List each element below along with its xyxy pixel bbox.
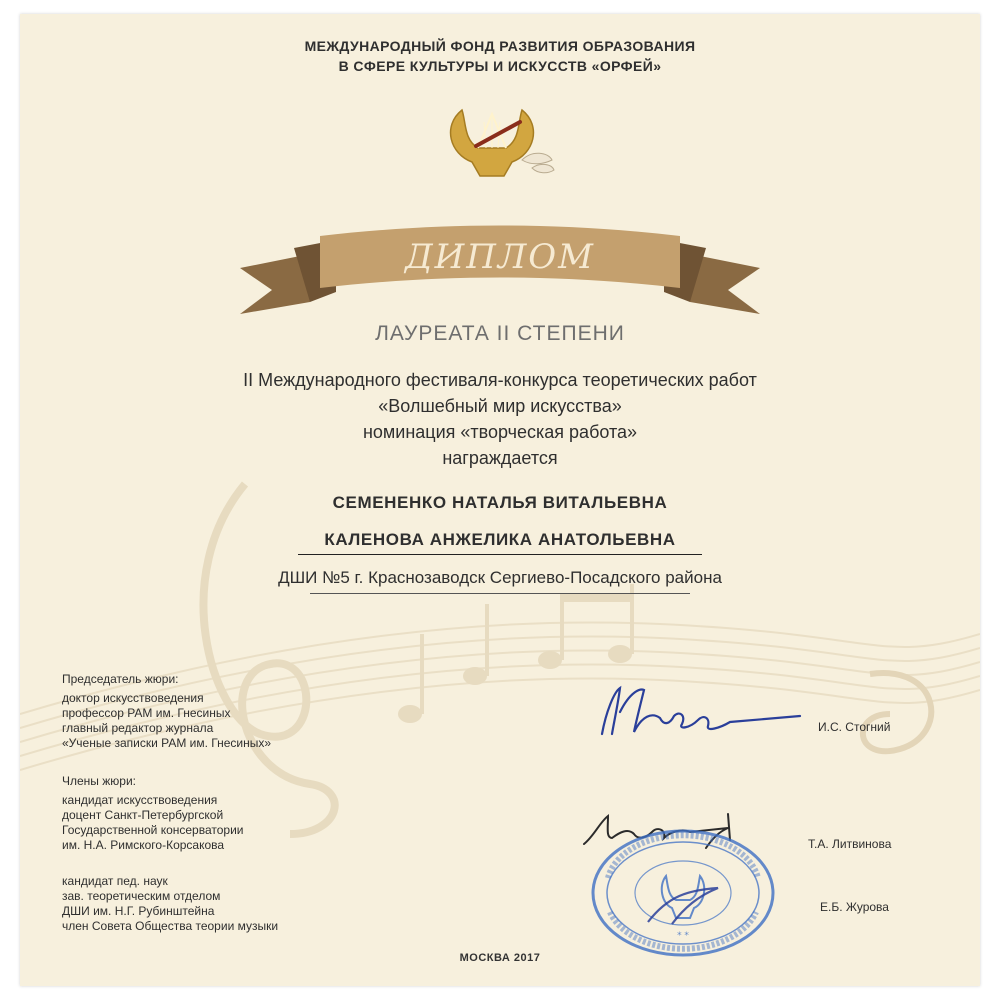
jury-member2-block [62, 874, 278, 934]
jury-chair-block [62, 672, 271, 751]
awardee-names [20, 484, 980, 558]
school-underline [310, 593, 690, 594]
jury-member2-line: член Совета Общества теории музыки [62, 919, 279, 933]
round-seal-stamp [588, 826, 778, 960]
jury-chair-line: «Ученые записки РАМ им. Гнесиных» [62, 736, 272, 750]
organization-header [20, 36, 980, 76]
awarded-line: награждается [442, 448, 558, 468]
awardee-name-1: СЕМЕНЕНКО НАТАЛЬЯ ВИТАЛЬЕВНА [332, 493, 668, 512]
awardee-name-2: КАЛЕНОВА АНЖЕЛИКА АНАТОЛЬЕВНА [324, 530, 676, 549]
jury-member2-line: кандидат пед. наук [62, 874, 168, 888]
name-underline [298, 554, 702, 555]
festival-line-1: II Международного фестиваля-конкурса теоретических работ [243, 370, 757, 390]
member2-signatory-name: Е.Б. Журова [820, 900, 889, 914]
svg-text:* *: * * [677, 931, 689, 941]
city-year: МОСКВА 2017 [459, 952, 541, 964]
chair-signature [590, 682, 810, 742]
organization-line-1: МЕЖДУНАРОДНЫЙ ФОНД РАЗВИТИЯ ОБРАЗОВАНИЯ [304, 38, 696, 54]
jury-member1-line: кандидат искусствоведения [62, 793, 218, 807]
title-ribbon [240, 218, 760, 314]
degree-label: ЛАУРЕАТА II СТЕПЕНИ [375, 322, 625, 345]
jury-member2-line: зав. теоретическим отделом [62, 889, 221, 903]
jury-chair-line: главный редактор журнала [62, 721, 214, 735]
jury-chair-line: профессор РАМ им. Гнесиных [62, 706, 231, 720]
jury-members-heading: Члены жюри: [62, 774, 136, 788]
festival-block [20, 367, 980, 471]
jury-member1-line: Государственной консерватории [62, 823, 244, 837]
lyre-logo-icon [440, 102, 560, 182]
jury-member2-line: ДШИ им. Н.Г. Рубинштейна [62, 904, 215, 918]
document-title: ДИПЛОМ [404, 237, 596, 277]
jury-chair-line: доктор искусствоведения [62, 691, 204, 705]
diploma-sheet [20, 14, 980, 986]
jury-chair-heading: Председатель жюри: [62, 672, 179, 686]
festival-line-2: «Волшебный мир искусства» [378, 396, 622, 416]
jury-member1-line: доцент Санкт-Петербургской [62, 808, 224, 822]
nomination-line: номинация «творческая работа» [362, 422, 638, 442]
jury-member1-line: им. Н.А. Римского-Корсакова [62, 838, 225, 852]
organization-line-2: В СФЕРЕ КУЛЬТУРЫ И ИСКУССТВ «ОРФЕЙ» [338, 58, 662, 74]
school-line: ДШИ №5 г. Краснозаводск Сергиево-Посадского района [278, 568, 722, 587]
jury-member1-block [62, 774, 244, 853]
chair-signatory-name: И.С. Стогний [818, 720, 891, 734]
member1-signatory-name: Т.А. Литвинова [808, 837, 892, 851]
